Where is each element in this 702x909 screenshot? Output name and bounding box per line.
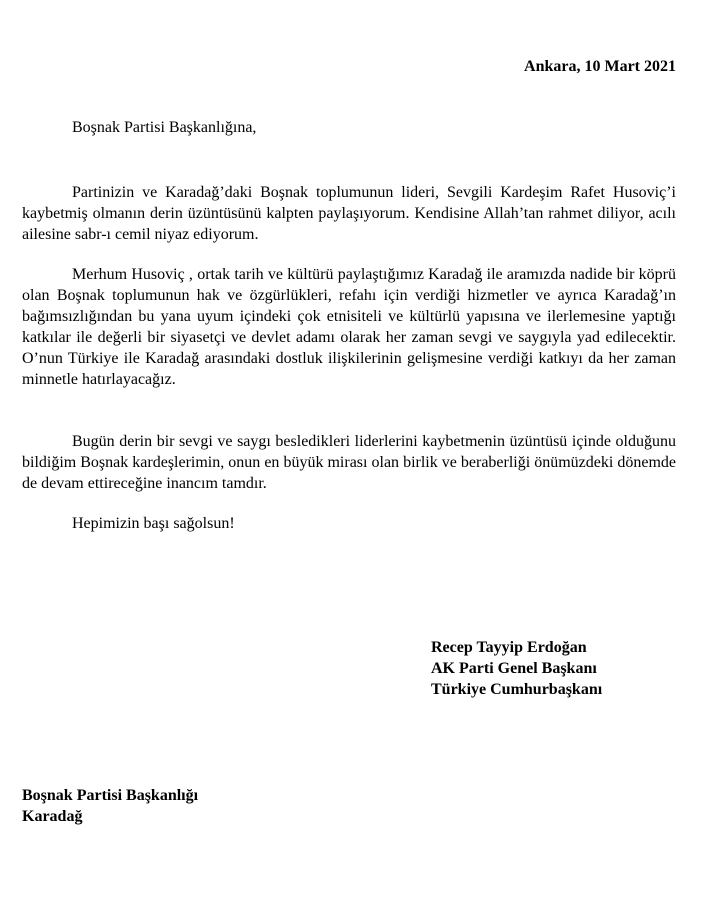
closing-line: Hepimizin başı sağolsun! (72, 515, 235, 532)
recipient-organization: Boşnak Partisi Başkanlığı (22, 787, 199, 804)
body-paragraph-condolence: Partinizin ve Karadağ’daki Boşnak toplumunun lideri, Sevgili Kardeşim Rafet Husoviç’i kaybetmiş olmanın derin üzüntüsünü kalpten paylaşıyorum. Kendisine Allah’tan rahmet diliyor, acılı ailesine sabr-ı cemil niyaz ediyorum. (22, 184, 676, 243)
signatory-name: Recep Tayyip Erdoğan (431, 639, 587, 656)
signatory-title-state: Türkiye Cumhurbaşkanı (431, 681, 603, 698)
recipient-block (22, 785, 198, 827)
signatory-title-party: AK Parti Genel Başkanı (431, 660, 597, 677)
recipient-country: Karadağ (22, 808, 83, 825)
salutation: Boşnak Partisi Başkanlığına, (72, 119, 257, 136)
body-paragraph-tribute: Merhum Husoviç , ortak tarih ve kültürü paylaştığımız Karadağ ile aramızda nadide bir köprü olan Boşnak toplumunun hak ve özgürlükleri, refahı için verdiği hizmetler ve ayrıca Karadağ’ın bağımsızlığından bu yana uyum içindeki çok etnisiteli ve kültürlü yapısına ve ilerlemesine yaptığı katkılar ile değerli bir siyasetçi ve devlet adamı olarak her zaman sevgi ve saygıyla yad edilecektir. O’nun Türkiye ile Karadağ arasındaki dostluk ilişkilerinin gelişmesine verdiği katkıyı da her zaman minnetle hatırlayacağız. (22, 266, 676, 388)
signature-block (431, 637, 602, 700)
letter-date: Ankara, 10 Mart 2021 (524, 58, 676, 75)
body-paragraph-solidarity: Bugün derin bir sevgi ve saygı besledikleri liderlerini kaybetmenin üzüntüsü içinde olduğunu bildiğim Boşnak kardeşlerimin, onun en büyük mirası olan birlik ve beraberliği önümüzdeki dönemde de devam ettireceğine inancım tamdır. (22, 433, 676, 492)
